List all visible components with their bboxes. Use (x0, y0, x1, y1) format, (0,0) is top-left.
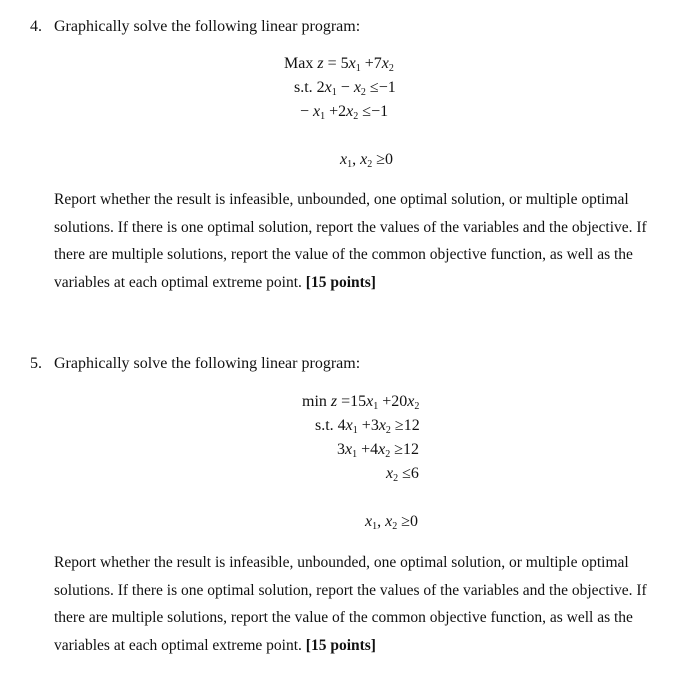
q5-constraint-1: s.t. $4x_1 +3x_2 \ge 12$ (315, 417, 420, 436)
q5-nonnegativity: $x_1$, $x_2 \ge 0$ (365, 513, 418, 532)
q5-points: [15 points] (305, 636, 376, 654)
q4-number: 4. (30, 18, 42, 35)
q4-report-instructions (54, 186, 654, 296)
q4-constraint-1: s.t. $2x_1 - x_2 \le-1$ (294, 79, 396, 98)
q4-heading: Graphically solve the following linear program: (54, 18, 361, 35)
q4-points: [15 points] (305, 273, 376, 291)
q4-nonnegativity: $x_1$, $x_2 \ge 0$ (340, 151, 393, 170)
q4-constraint-2: − $x_1 +2x_2 \le-1$ (300, 103, 389, 122)
q5-number: 5. (30, 355, 42, 372)
q5-report-text: Report whether the result is infeasible, unbounded, one optimal solution, or multiple optimal solutions. If there is one optimal solution, report the values of the variables and the objective. If there are multiple solutions, report the value of the common objective function, as well as the variables at each optimal extreme point. (54, 554, 647, 654)
q4-report-text: Report whether the result is infeasible, unbounded, one optimal solution, or multiple optimal solutions. If there is one optimal solution, report the values of the variables and the objective. If there are multiple solutions, report the value of the common objective function, as well as the variables at each optimal extreme point. (54, 191, 647, 291)
q4-objective: Max $z = 5x_1 +7x_2$ (284, 55, 394, 74)
q5-heading: Graphically solve the following linear program: (54, 355, 361, 372)
q5-report-instructions (54, 549, 654, 659)
q5-constraint-3: $x_2 \le 6$ (386, 465, 419, 484)
q5-objective: $\min z =15x_1 +20x_2$ (302, 393, 420, 412)
q5-constraint-2: $3x_1 +4x_2 \ge 12$ (337, 441, 420, 460)
